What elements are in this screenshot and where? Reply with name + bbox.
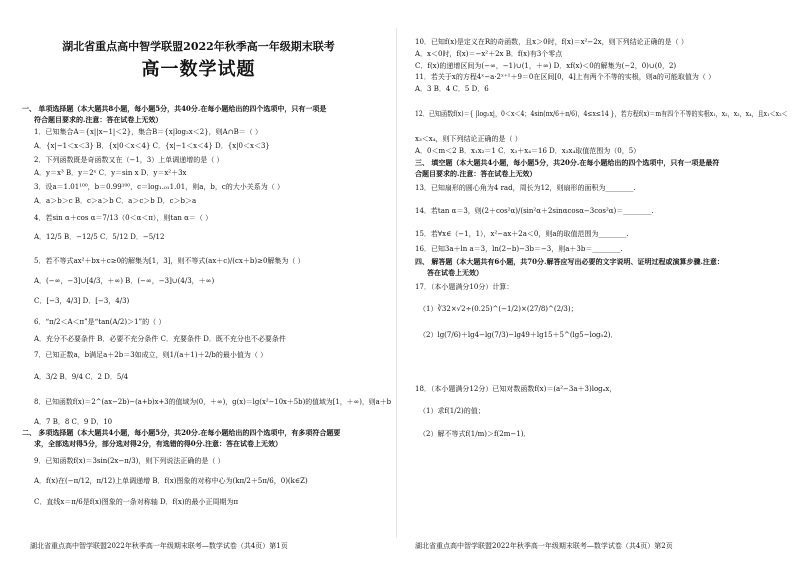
footer-page-2: 湖北省重点高中智学联盟2022年秋季高一年级期末联考—数学试卷（共4页）第2页 xyxy=(415,542,673,550)
question-5-options-cd: C．[−3，4/3] D．[−3，4/3) xyxy=(34,297,130,305)
question-4-options: A．12/5 B．−12/5 C．5/12 D．−5/12 xyxy=(34,233,165,241)
section-2-note: 求，全部选对得5分，部分选对得2分，有选错的得0分.注意：答在试卷上无效） xyxy=(34,439,283,448)
question-1-options: A．{x|−1＜x＜3} B．{x|0＜x＜4} C．{x|−1＜x＜4} D．{x|0＜x＜3} xyxy=(34,142,270,150)
question-8-options: A．7 B．8 C．9 D．10 xyxy=(34,418,113,426)
question-7: 7．已知正数a，b满足a＋2b＝3如成立，则1/(a＋1)＋2/b的最小值为（ ） xyxy=(34,351,268,359)
question-5: 5．若不等式ax²＋bx＋c≥0的解集为[1，3]，则不等式(ax＋c)/(cx＋b)≥0解集为（ ） xyxy=(34,257,305,265)
footer-page-1: 湖北省重点高中智学联盟2022年秋季高一年级期末联考—数学试卷（共4页）第1页 xyxy=(30,542,288,550)
question-18: 18．（本小题满分12分）已知对数函数f(x)＝(a²−3a＋3)logₐx， xyxy=(415,385,617,393)
question-18-part-2: （2）解不等式f(1/m)＞f(2m−1)． xyxy=(419,430,531,438)
question-9-options-cd: C．直线x＝π/6是f(x)图象的一条对称轴 D．f(x)的最小正周期为π xyxy=(34,498,239,506)
question-17-part-2: （2）lg(7/6)＋lg4−lg(7/3)−lg49＋lg15＋5^(lg5−log₅2)． xyxy=(419,331,618,339)
question-2: 2．下列函数既是奇函数又在（−1，3）上单调递增的是（ ） xyxy=(34,156,224,164)
section-4-note: 答在试卷上无效） xyxy=(427,268,483,277)
section-1-note: 符合题目要求的.注意：答在试卷上无效） xyxy=(34,115,163,124)
section-2-heading: 二、 多项选择题（本大题共4小题，每小题5分，共20分.在每小题给出的四个选项中，有多项符合题要 xyxy=(22,428,341,437)
question-10-options-ab: A．x＜0时，f(x)＝−x²＋2x B．f(x)有3个零点 xyxy=(415,50,563,58)
question-7-options: A．3/2 B．9/4 C．2 D．5/4 xyxy=(34,373,129,381)
question-10: 10．已知f(x)是定义在R的奇函数，且x＞0时，f(x)＝x²−2x，则下列结论正确的是（ ） xyxy=(415,38,688,46)
question-8: 8．已知函数f(x)＝2^(ax−2b)−(a+b)x+3的值域为(0，＋∞)，g(x)＝lg(x²−10x＋5b)的值域为[1，＋∞)，则a＋b xyxy=(34,398,391,406)
question-12: 12．已知函数f(x)＝{ |log₂x|，0＜x＜4；4sin(πx/6＋π/6)，4≤x≤14 }，若方程f(x)＝m有四个不等的实根x₁，x₂，x₃，x₄，且x₁＜x₂＜ xyxy=(415,110,788,118)
section-3-note: 合题目要求的.注意：答在试卷上无效） xyxy=(415,169,537,178)
question-11-options: A．3 B．4 C．5 D．6 xyxy=(415,85,489,93)
question-13: 13．已知扇形的圆心角为4 rad，周长为12，则扇形的面积为________. xyxy=(415,184,636,192)
question-3-options: A．a＞b＞c B．c＞a＞b C．a＞c＞b D．c＞b＞a xyxy=(34,197,197,205)
question-6-options: A．充分不必要条件 B．必要不充分条件 C．充要条件 D．既不充分也不必要条件 xyxy=(34,335,286,343)
question-6: 6．“π/2＜A＜π”是“tan(A/2)＞1”的（ ） xyxy=(34,318,166,326)
question-12-cont: x₃＜x₄，则下列结论正确的是（ ） xyxy=(415,135,522,143)
question-11: 11．若关于x的方程4ˣ−a·2ˣ⁺¹＋9＝0在区间[0，4]上有两个不等的实根，则a的可能取值为（ ） xyxy=(415,73,716,81)
question-14: 14．若tan α＝3，则(2＋cos²α)/(sin²α＋2sinαcosα−3cos²α)＝________. xyxy=(415,207,654,215)
question-15: 15．若∀x∈（−1，1），x²−ax＋2a＜0，则a的取值范围为________. xyxy=(415,230,629,238)
question-17: 17．（本小题满分10分）计算： xyxy=(415,283,514,291)
question-12-options: A．0＜m＜2 B．x₁x₂＝1 C．x₃＋x₄＝16 D．x₃x₄取值范围为（0，5） xyxy=(415,147,641,155)
section-3-heading: 三、 填空题（本大题共4小题，每小题5分，共20分.在每小题给出的四个选项中，只有一项是最符 xyxy=(415,158,720,167)
question-2-options: A．y＝x³ B．y＝2ˣ C．y＝sin x D．y＝x²＋3x xyxy=(34,169,187,177)
question-17-part-1: （1）∛32×√2÷(0.25)^(−1/2)×(27/8)^(2/3)； xyxy=(419,305,578,313)
exam-subtitle: 高一数学试题 xyxy=(141,59,256,80)
question-18-part-1: （1）求f(1/2)的值； xyxy=(419,407,485,415)
question-9-options-ab: A．f(x)在(−π/12，π/12)上单调递增 B．f(x)图象的对称中心为(kπ/2＋5π/6，0)(k∈Z) xyxy=(34,477,308,485)
question-9: 9．已知函数f(x)＝3sin(2x−π/3)，则下列说法正确的是（ ） xyxy=(34,457,225,465)
section-1-heading: 一、 单项选择题（本大题共8小题，每小题5分，共40分.在每小题给出的四个选项中，只有一项是 xyxy=(22,104,327,113)
question-4: 4．若sin α＋cos α＝7/13（0＜α＜π），则tan α＝（ ） xyxy=(34,214,213,222)
question-5-options-ab: A．(−∞，−3]∪[4/3，＋∞) B．(−∞，−3]∪(4/3，＋∞) xyxy=(34,277,215,285)
section-4-heading: 四、 解答题（本大题共有6小题，共70分.解答应写出必要的文字说明、证明过程或演算步骤.注意： xyxy=(415,257,724,266)
question-3: 3．设a＝1.01¹⁰⁰，b＝0.99¹⁰⁰，c＝log₁.₀₁1.01，则a，b，c的大小关系为（ ） xyxy=(34,183,284,191)
exam-page-2 xyxy=(397,0,794,561)
question-16: 16．已知3a＋ln a＝3，ln(2−b)−3b＝−3，则a＋3b＝________. xyxy=(415,245,623,253)
question-10-options-cd: C．f(x)的递增区间为(−∞，−1)∪(1，＋∞) D．xf(x)＜0的解集为(−2，0)∪(0，2) xyxy=(415,62,677,70)
question-1: 1．已知集合A＝{x||x−1|＜2}，集合B＝{x|log₂x＜2}，则A∩B＝（ ） xyxy=(34,128,262,136)
exam-title: 湖北省重点高中智学联盟2022年秋季高一年级期末联考 xyxy=(62,40,335,53)
